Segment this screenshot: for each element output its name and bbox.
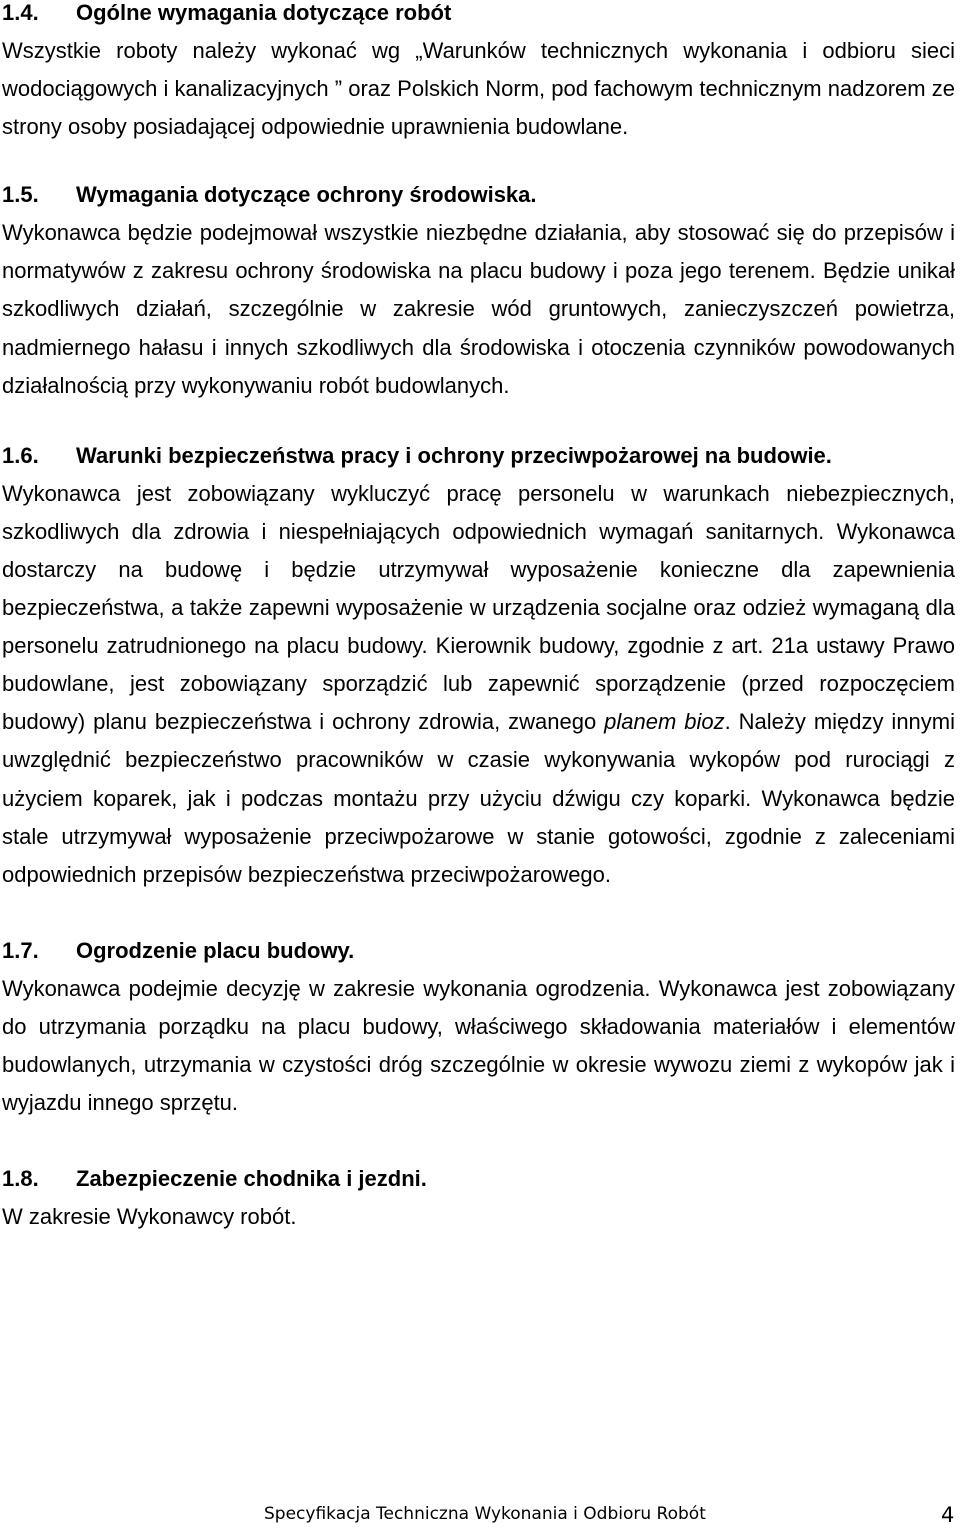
section-heading [2,437,955,475]
page-footer: Specyfikacja Techniczna Wykonania i Odbioru Robót [264,1504,706,1524]
section-heading [2,176,955,214]
italic-term: planem bioz [604,709,725,735]
section-title: Ogrodzenie placu budowy. [76,937,355,963]
document-page [2,0,955,1236]
section-1-8 [2,1160,955,1236]
section-title: Wymagania dotyczące ochrony środowiska. [76,182,537,208]
section-1-4 [2,0,955,146]
section-number: 1.6. [2,442,39,468]
spacer [2,894,955,932]
page-number: 4 [941,1503,955,1527]
section-paragraph: Wszystkie roboty należy wykonać wg „Warunków technicznych wykonania i odbioru sieci wodociągowych i kanalizacyjnych ” oraz Polskich Norm, pod fachowym technicznym nadzorem ze strony osoby posiadającej odpowiednie uprawnienia budowlane. [2,38,955,140]
section-number: 1.8. [2,1166,39,1192]
spacer [2,1122,955,1160]
section-1-6 [2,437,955,894]
section-title: Zabezpieczenie chodnika i jezdni. [76,1166,427,1192]
spacer [2,405,955,437]
section-number: 1.5. [2,182,39,208]
paragraph-text: Wykonawca jest zobowiązany wykluczyć pracę personelu w warunkach niebezpiecznych, szkodliwych dla zdrowia i niespełniających odpowiednich wymagań sanitarnych. Wykonawca dostarczy na budowę i będzie utrzymywał wyposażenie konieczne dla zapewnienia bezpieczeństwa, a także zapewni wyposażenie w urządzenia socjalne oraz odzież wymaganą dla personelu zatrudnionego na placu budowy. Kierownik budowy, zgodnie z art. 21a ustawy Prawo budowlane, jest zobowiązany sporządzić lub zapewnić sporządzenie (przed rozpoczęciem budowy) planu bezpieczeństwa i ochrony zdrowia, zwanego [2,480,955,735]
section-number: 1.7. [2,937,39,963]
section-heading [2,1160,955,1198]
section-paragraph: Wykonawca podejmie decyzję w zakresie wykonania ogrodzenia. Wykonawca jest zobowiązany do utrzymania porządku na placu budowy, właściwego składowania materiałów i elementów budowlanych, utrzymania w czystości dróg szczególnie w okresie wywozu ziemi z wykopów jak i wyjazdu innego sprzętu. [2,975,955,1116]
paragraph-text: . Należy między innymi uwzględnić bezpieczeństwo pracowników w czasie wykonywania wykopów pod rurociągi z użyciem koparek, jak i podczas montażu przy użyciu dźwigu czy koparki. Wykonawca będzie stale utrzymywał wyposażenie przeciwpożarowe w stanie gotowości, zgodnie z zaleceniami odpowiednich przepisów bezpieczeństwa przeciwpożarowego. [2,709,956,887]
section-paragraph: W zakresie Wykonawcy robót. [2,1204,297,1230]
section-paragraph [2,475,955,894]
section-title: Ogólne wymagania dotyczące robót [76,0,452,25]
section-number: 1.4. [2,0,39,25]
section-1-7 [2,932,955,1122]
spacer [2,146,955,176]
section-heading [2,932,955,970]
section-1-5 [2,176,955,404]
section-title: Warunki bezpieczeństwa pracy i ochrony przeciwpożarowej na budowie. [76,442,832,468]
section-heading [2,0,955,32]
section-paragraph: Wykonawca będzie podejmował wszystkie niezbędne działania, aby stosować się do przepisów i normatywów z zakresu ochrony środowiska na placu budowy i poza jego terenem. Będzie unikał szkodliwych działań, szczególnie w zakresie wód gruntowych, zanieczyszczeń powietrza, nadmiernego hałasu i innych szkodliwych dla środowiska i otoczenia czynników powodowanych działalnością przy wykonywaniu robót budowlanych. [2,220,955,398]
